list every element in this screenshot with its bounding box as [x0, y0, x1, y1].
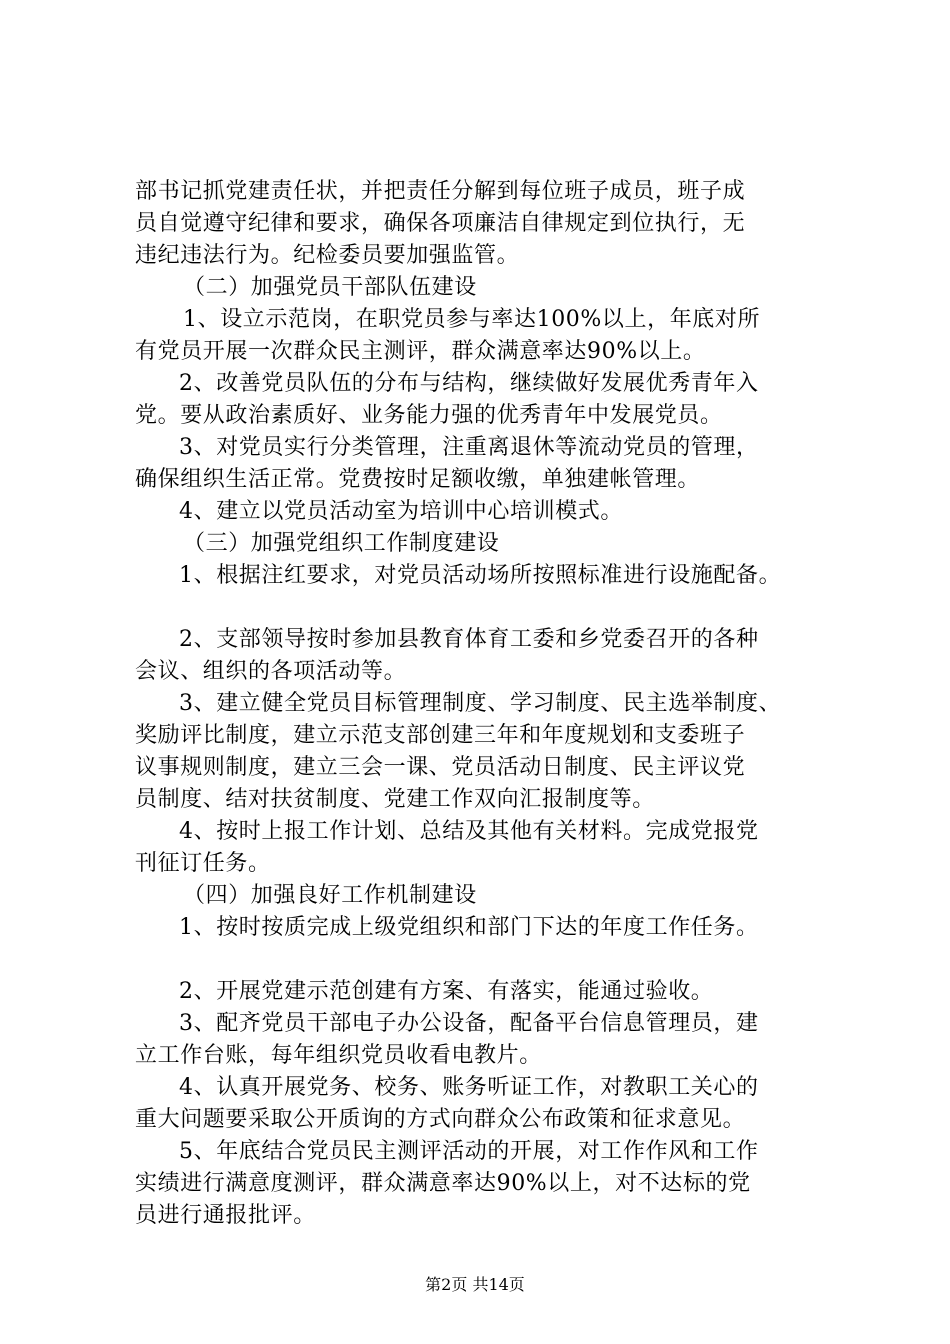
text-line: 违纪违法行为。纪检委员要加强监管。 [135, 243, 520, 268]
text-line: 3、配齐党员干部电子办公设备，配备平台信息管理员，建 [179, 1011, 759, 1036]
text-line: 立工作台账，每年组织党员收看电教片。 [135, 1043, 542, 1068]
text-line: 2、开展党建示范创建有方案、有落实，能通过验收。 [179, 979, 714, 1004]
text-line: 有党员开展一次群众民主测评，群众满意率达90%以上。 [135, 339, 706, 364]
text-line: 员进行通报批评。 [135, 1203, 316, 1228]
blank-line [135, 592, 835, 624]
text-line: 奖励评比制度，建立示范支部创建三年和年度规划和支委班子 [135, 723, 746, 748]
text-line: 实绩进行满意度测评，群众满意率达90%以上，对不达标的党 [135, 1171, 751, 1196]
text-line: 3、建立健全党员目标管理制度、学习制度、民主选举制度、 [179, 691, 782, 716]
document-body [135, 176, 835, 1232]
text-line: 员自觉遵守纪律和要求，确保各项廉洁自律规定到位执行，无 [135, 211, 746, 236]
text-line: （三）加强党组织工作制度建设 [183, 531, 500, 556]
text-line: 2、支部领导按时参加县教育体育工委和乡党委召开的各种 [179, 627, 759, 652]
text-line: 5、年底结合党员民主测评活动的开展，对工作作风和工作 [179, 1139, 759, 1164]
text-line: 3、对党员实行分类管理，注重离退休等流动党员的管理， [179, 435, 759, 460]
text-line: 1、设立示范岗，在职党员参与率达100%以上，年底对所 [183, 307, 761, 332]
text-line: 1、按时按质完成上级党组织和部门下达的年度工作任务。 [179, 915, 759, 940]
text-line: 4、按时上报工作计划、总结及其他有关材料。完成党报党 [179, 819, 759, 844]
text-line: 4、认真开展党务、校务、账务听证工作，对教职工关心的 [179, 1075, 759, 1100]
text-line: 确保组织生活正常。党费按时足额收缴，单独建帐管理。 [135, 467, 701, 492]
text-line: 党。要从政治素质好、业务能力强的优秀青年中发展党员。 [135, 403, 723, 428]
text-line: （四）加强良好工作机制建设 [183, 883, 477, 908]
text-line: （二）加强党员干部队伍建设 [183, 275, 477, 300]
text-line: 刊征订任务。 [135, 851, 271, 876]
text-line: 2、改善党员队伍的分布与结构，继续做好发展优秀青年入 [179, 371, 759, 396]
page-footer: 第2页 共14页 [425, 1275, 525, 1294]
text-line: 4、建立以党员活动室为培训中心培训模式。 [179, 499, 623, 524]
text-line: 会议、组织的各项活动等。 [135, 659, 407, 684]
text-line: 1、根据注红要求，对党员活动场所按照标准进行设施配备。 [179, 563, 782, 588]
text-line: 部书记抓党建责任状，并把责任分解到每位班子成员，班子成 [135, 179, 746, 204]
text-line: 员制度、结对扶贫制度、党建工作双向汇报制度等。 [135, 787, 655, 812]
text-line: 重大问题要采取公开质询的方式向群众公布政策和征求意见。 [135, 1107, 746, 1132]
text-line: 议事规则制度，建立三会一课、党员活动日制度、民主评议党 [135, 755, 746, 780]
blank-line [135, 944, 835, 976]
